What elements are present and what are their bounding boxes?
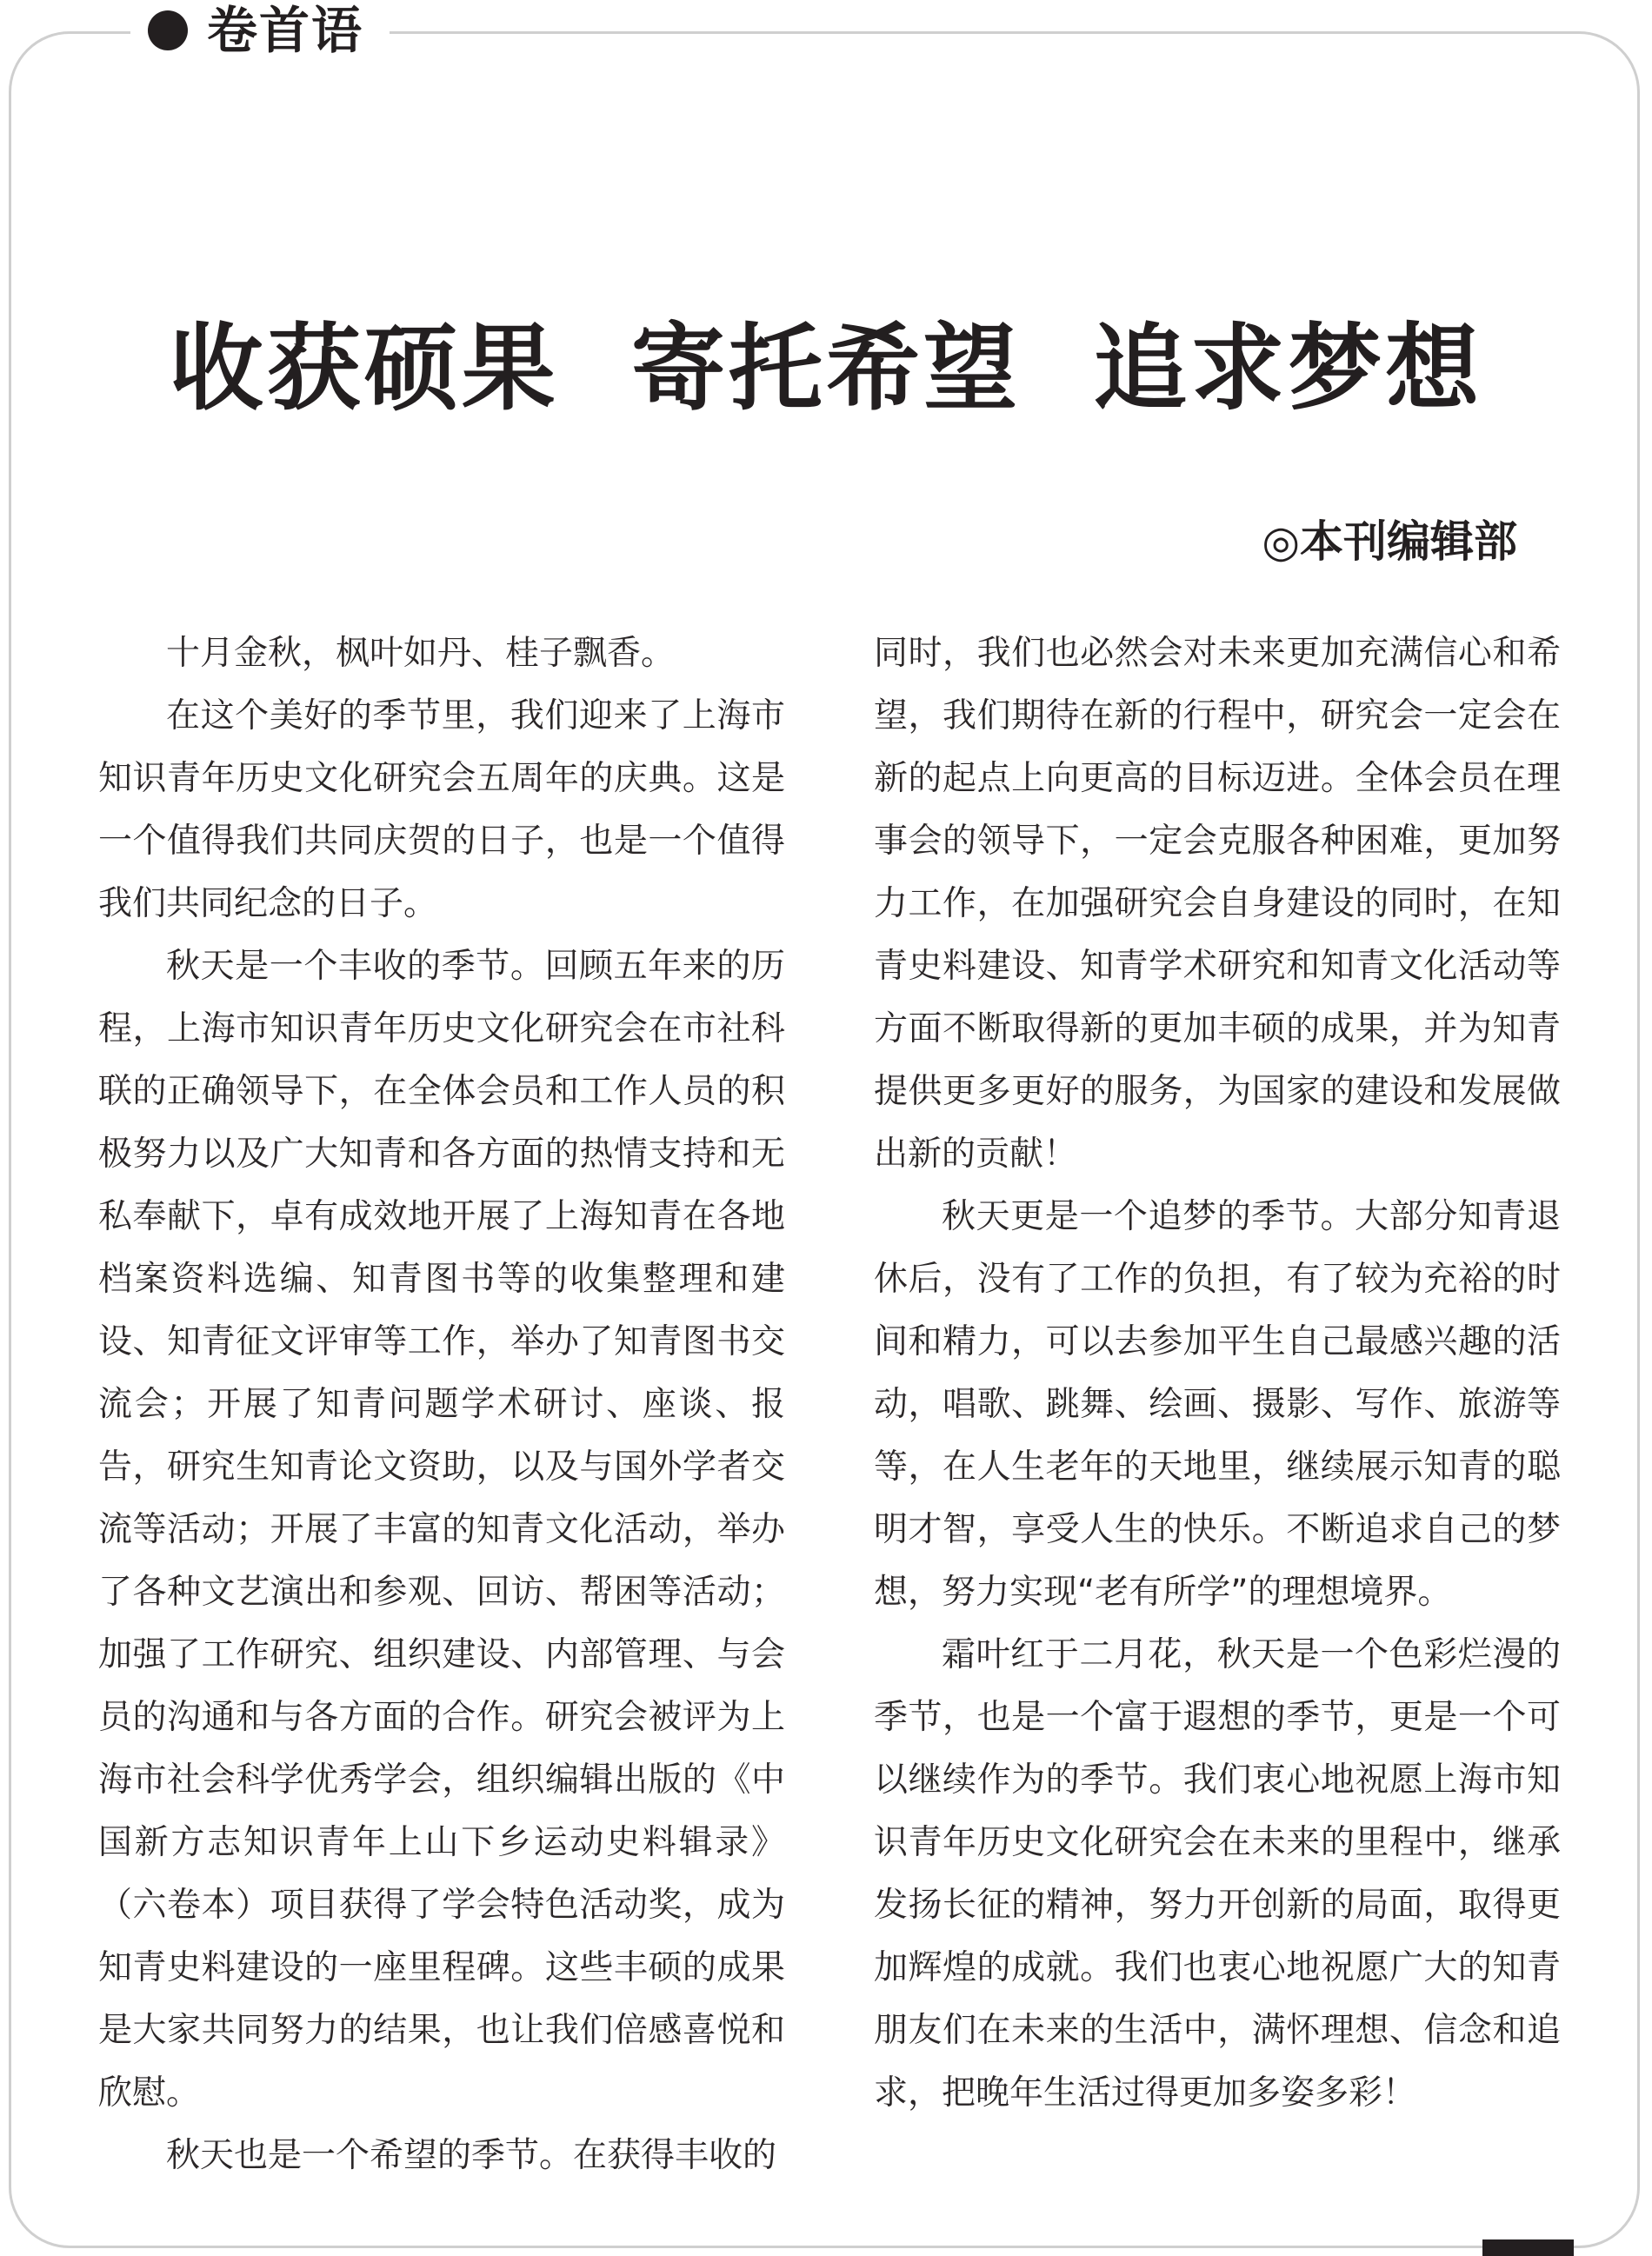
left-column [98,622,785,2187]
article-byline: ◎本刊编辑部 [1262,516,1517,567]
paragraph: 在这个美好的季节里，我们迎来了上海市知识青年历史文化研究会五周年的庆典。这是一个值得我们共同庆贺的日子，也是一个值得我们共同纪念的日子。 [98,696,785,923]
paragraph-continuation: 同时，我们也必然会对未来更加充满信心和希望，我们期待在新的行程中，研究会一定会在新的起点上向更高的目标迈进。全体会员在理事会的领导下，一定会克服各种困难，更加努力工作，在加强研究会自身建设的同时，在知青史料建设、知青学术研究和知青文化活动等方面不断取得新的更加丰硕的成果，并为知青提供更多更好的服务，为国家的建设和发展做出新的贡献！ [874,634,1561,1174]
bullet-dot-icon [148,10,188,50]
right-column [874,622,1561,2125]
page-marker-bar [1482,2239,1574,2256]
paragraph: 秋天更是一个追梦的季节。大部分知青退休后，没有了工作的负担，有了较为充裕的时间和精力，可以去参加平生自己最感兴趣的活动，唱歌、跳舞、绘画、摄影、写作、旅游等等，在人生老年的天地里，继续展示知青的聪明才智，享受人生的快乐。不断追求自己的梦想，努力实现“老有所学”的理想境界。 [874,1197,1561,1612]
paragraph: 秋天是一个丰收的季节。回顾五年来的历程，上海市知识青年历史文化研究会在市社科联的正确领导下，在全体会员和工作人员的积极努力以及广大知青和各方面的热情支持和无私奉献下，卓有成效地开展了上海知青在各地档案资料选编、知青图书等的收集整理和建设、知青征文评审等工作，举办了知青图书交流会；开展了知青问题学术研讨、座谈、报告，研究生知青论文资助，以及与国外学者交流等活动；开展了丰富的知青文化活动，举办了各种文艺演出和参观、回访、帮困等活动；加强了工作研究、组织建设、内部管理、与会员的沟通和与各方面的合作。研究会被评为上海市社会科学优秀学会，组织编辑出版的《中国新方志知识青年上山下乡运动史料辑录》（六卷本）项目获得了学会特色活动奖，成为知青史料建设的一座里程碑。这些丰硕的成果是大家共同努力的结果，也让我们倍感喜悦和欣慰。 [98,947,785,2113]
section-label: 卷首语 [207,1,364,60]
paragraph: 秋天也是一个希望的季节。在获得丰收的 [166,2136,777,2175]
paragraph: 十月金秋，枫叶如丹、桂子飘香。 [166,634,676,673]
article-title: 收获硕果 寄托希望 追求梦想 [169,315,1483,423]
section-header [130,0,390,61]
paragraph: 霜叶红于二月花，秋天是一个色彩烂漫的季节，也是一个富于遐想的季节，更是一个可以继续作为的季节。我们衷心地祝愿上海市知识青年历史文化研究会在未来的里程中，继承发扬长征的精神，努力开创新的局面，取得更加辉煌的成就。我们也衷心地祝愿广大的知青朋友们在未来的生活中，满怀理想、信念和追求，把晚年生活过得更加多姿多彩！ [874,1635,1561,2113]
